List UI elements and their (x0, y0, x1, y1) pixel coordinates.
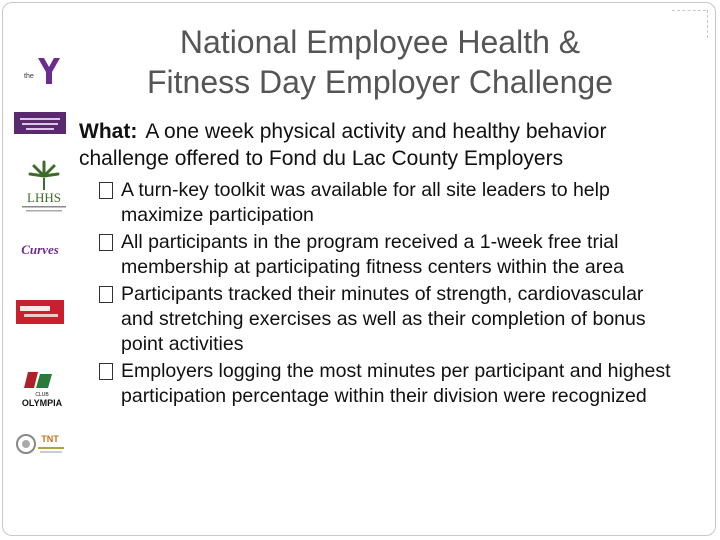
curves-text: Curves (21, 242, 59, 257)
club-olympia-club-text: CLUB (35, 392, 49, 398)
bullet-item: Employers logging the most minutes per participant and highest participation percentage within their division were recognized (99, 359, 679, 409)
curves-logo (14, 236, 66, 262)
slide-title (80, 22, 680, 102)
purple-banner-logo (14, 110, 66, 136)
what-label: What: (79, 120, 138, 143)
ymca-the-text: the (24, 73, 34, 80)
bullet-item: All participants in the program received a 1-week free trial membership at participating fitness centers within the area (99, 230, 679, 280)
club-olympia-logo (14, 366, 70, 410)
ymca-logo (14, 52, 66, 90)
title-line-1: National Employee Health & (179, 24, 581, 60)
tnt-logo (14, 426, 70, 462)
bullet-item: Participants tracked their minutes of strength, cardiovascular and stretching exercises as well as their completion of bonus point activities (99, 282, 679, 357)
bullet-item: A turn-key toolkit was available for all site leaders to help maximize participation (99, 178, 679, 228)
what-paragraph (79, 118, 679, 172)
lhhs-logo (14, 156, 74, 214)
bullet-list (79, 178, 679, 409)
bullet-box-icon (99, 234, 113, 251)
corner-decoration-vertical (707, 10, 708, 38)
slide-content (79, 118, 679, 411)
bullet-box-icon (99, 363, 113, 380)
club-olympia-name-text: OLYMPIA (21, 398, 63, 408)
what-text: A one week physical activity and healthy behavior challenge offered to Fond du Lac County Employers (79, 120, 607, 170)
bullet-box-icon (99, 182, 113, 199)
tnt-text: TNT (41, 434, 59, 444)
title-line-2: Fitness Day Employer Challenge (147, 64, 613, 100)
lhhs-text: LHHS (27, 190, 61, 205)
bullet-box-icon (99, 286, 113, 303)
snap-fitness-logo (14, 298, 66, 326)
corner-decoration (672, 10, 706, 11)
